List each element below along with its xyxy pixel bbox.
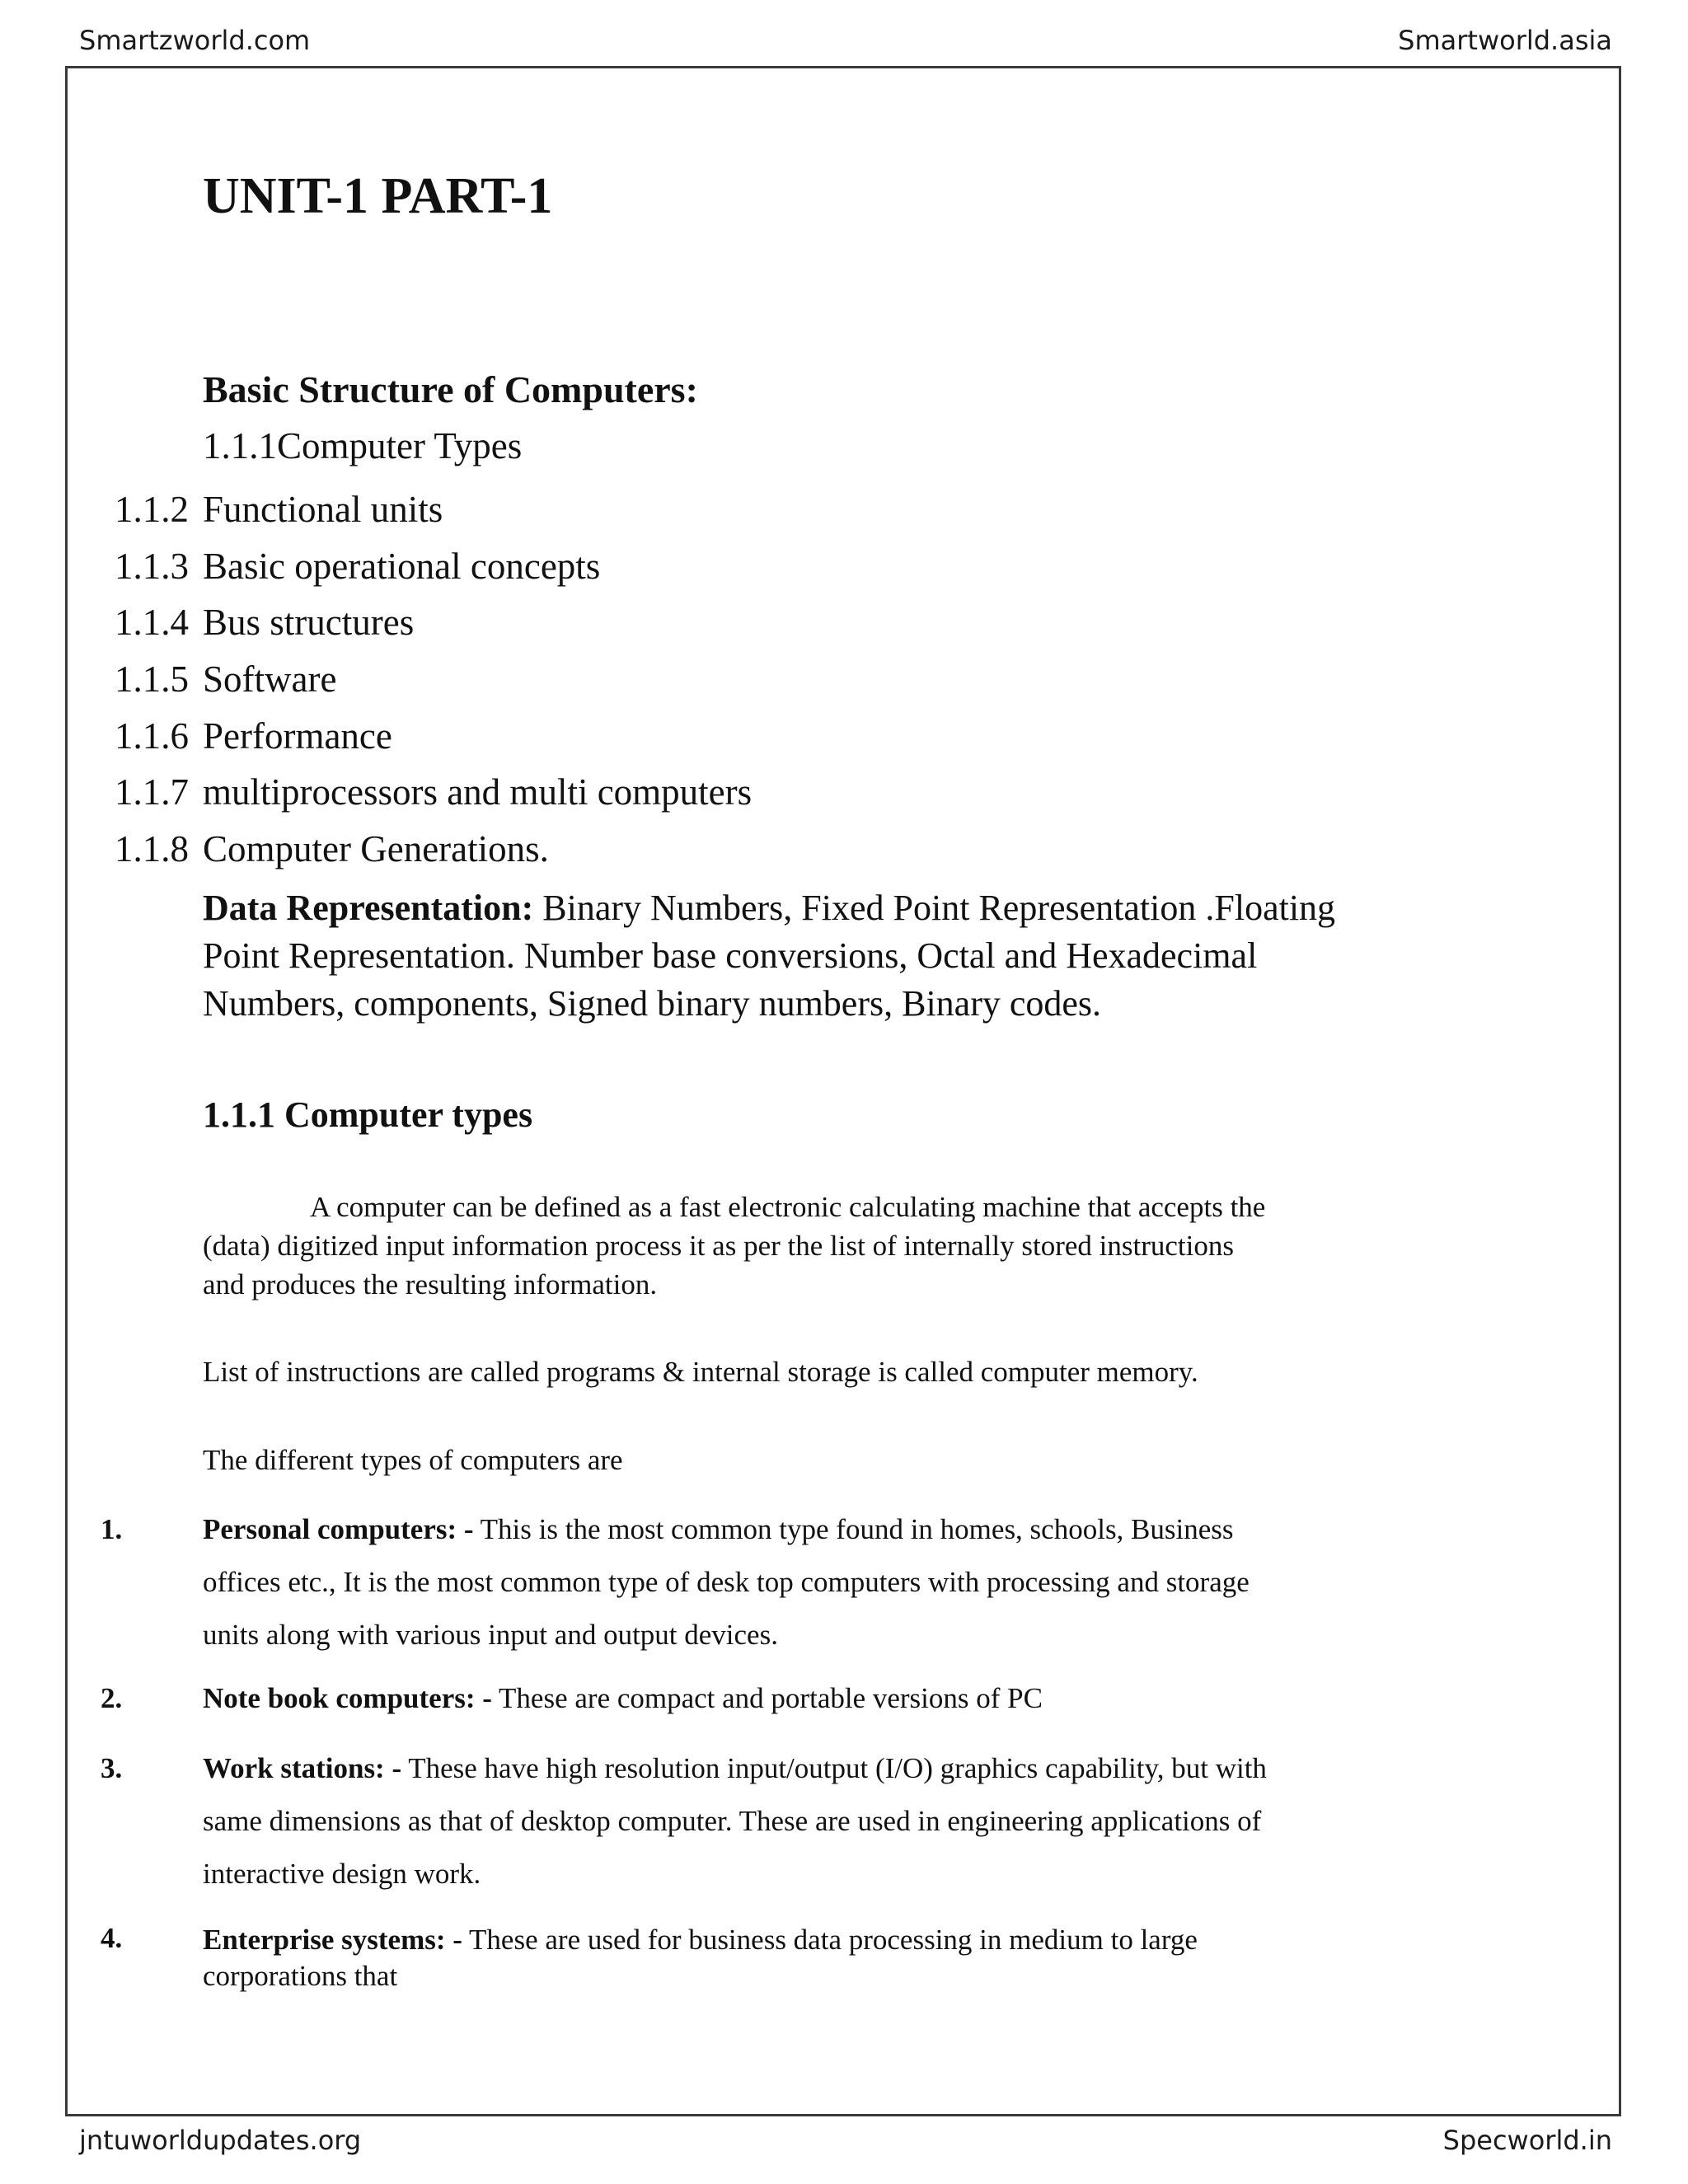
list-body: Work stations: - These have high resolution input/output (I/O) graphics capability, but with same dimensions as that of desktop computer. These are used in engineering applications of interactive design work. bbox=[203, 1752, 1267, 1890]
unit-title: UNIT-1 PART-1 bbox=[203, 168, 553, 224]
toc-item-text: Software bbox=[203, 658, 337, 700]
data-representation-label: Data Representation: bbox=[203, 888, 534, 928]
list-number: 1. bbox=[101, 1513, 123, 1545]
list-label: Personal computers: - bbox=[203, 1513, 474, 1545]
toc-item bbox=[0, 481, 989, 537]
toc-item-1-1-1: 1.1.1Computer Types bbox=[203, 425, 523, 466]
toc-item-text: Bus structures bbox=[203, 602, 415, 643]
programs-memory-paragraph: List of instructions are called programs & internal storage is called computer memory. bbox=[203, 1356, 1198, 1388]
toc-item bbox=[0, 708, 989, 764]
definition-line-3: and produces the resulting information. bbox=[203, 1268, 658, 1301]
header-right-site: Smartworld.asia bbox=[1398, 25, 1612, 56]
toc-item bbox=[0, 651, 989, 707]
list-body: Enterprise systems: - These are used for business data processing in medium to large corporations that bbox=[203, 1924, 1198, 1992]
toc-item-text: Performance bbox=[203, 715, 392, 757]
toc-item-number: 1.1.3 bbox=[115, 546, 189, 587]
data-representation bbox=[203, 884, 1431, 1028]
toc-item-number: 1.1.4 bbox=[115, 602, 189, 643]
toc-item-text: multiprocessors and multi computers bbox=[203, 771, 753, 813]
toc-item-text: Computer Generations. bbox=[203, 828, 549, 869]
data-representation-line-1: Data Representation: Binary Numbers, Fixed Point Representation .Floating bbox=[203, 888, 1336, 928]
toc-item-text: Functional units bbox=[203, 489, 443, 530]
toc-item bbox=[0, 594, 989, 650]
data-representation-line-3: Numbers, components, Signed binary numbers, Binary codes. bbox=[203, 983, 1102, 1024]
definition-paragraph bbox=[203, 1188, 1381, 1304]
section-1-1-1-title: 1.1.1 Computer types bbox=[203, 1094, 533, 1135]
toc-item-number: 1.1.6 bbox=[115, 715, 189, 757]
toc-item bbox=[0, 821, 989, 877]
data-representation-line-2: Point Representation. Number base conversions, Octal and Hexadecimal bbox=[203, 935, 1258, 976]
list-body: Note book computers: - These are compact and portable versions of PC bbox=[203, 1682, 1043, 1714]
footer-right-site: Specworld.in bbox=[1442, 2125, 1612, 2156]
list-number: 2. bbox=[101, 1682, 123, 1714]
toc-item-number: 1.1.8 bbox=[115, 828, 189, 869]
header-left-site: Smartzworld.com bbox=[79, 25, 311, 56]
toc-item bbox=[0, 764, 989, 820]
list-label: Work stations: - bbox=[203, 1752, 402, 1784]
definition-line-2: (data) digitized input information process it as per the list of internally stored instructions bbox=[203, 1230, 1234, 1262]
list-label: Enterprise systems: - bbox=[203, 1924, 462, 1956]
basic-structure-title: Basic Structure of Computers: bbox=[203, 368, 698, 410]
toc-item bbox=[0, 538, 989, 594]
list-number: 4. bbox=[101, 1922, 123, 1954]
list-label: Note book computers: - bbox=[203, 1682, 492, 1714]
footer-left-site: jntuworldupdates.org bbox=[79, 2125, 362, 2156]
toc-item-number: 1.1.7 bbox=[115, 771, 189, 813]
list-body: Personal computers: - This is the most common type found in homes, schools, Business offices etc., It is the most common type of desk top computers with processing and storage units along with various input and output devices. bbox=[203, 1513, 1250, 1651]
toc-item-number: 1.1.5 bbox=[115, 658, 189, 700]
toc-item-text: Basic operational concepts bbox=[203, 546, 601, 587]
toc-item-number: 1.1.2 bbox=[115, 489, 189, 530]
list-number: 3. bbox=[101, 1752, 123, 1784]
definition-line-1: A computer can be defined as a fast electronic calculating machine that accepts the bbox=[310, 1191, 1266, 1223]
types-intro: The different types of computers are bbox=[203, 1444, 623, 1476]
